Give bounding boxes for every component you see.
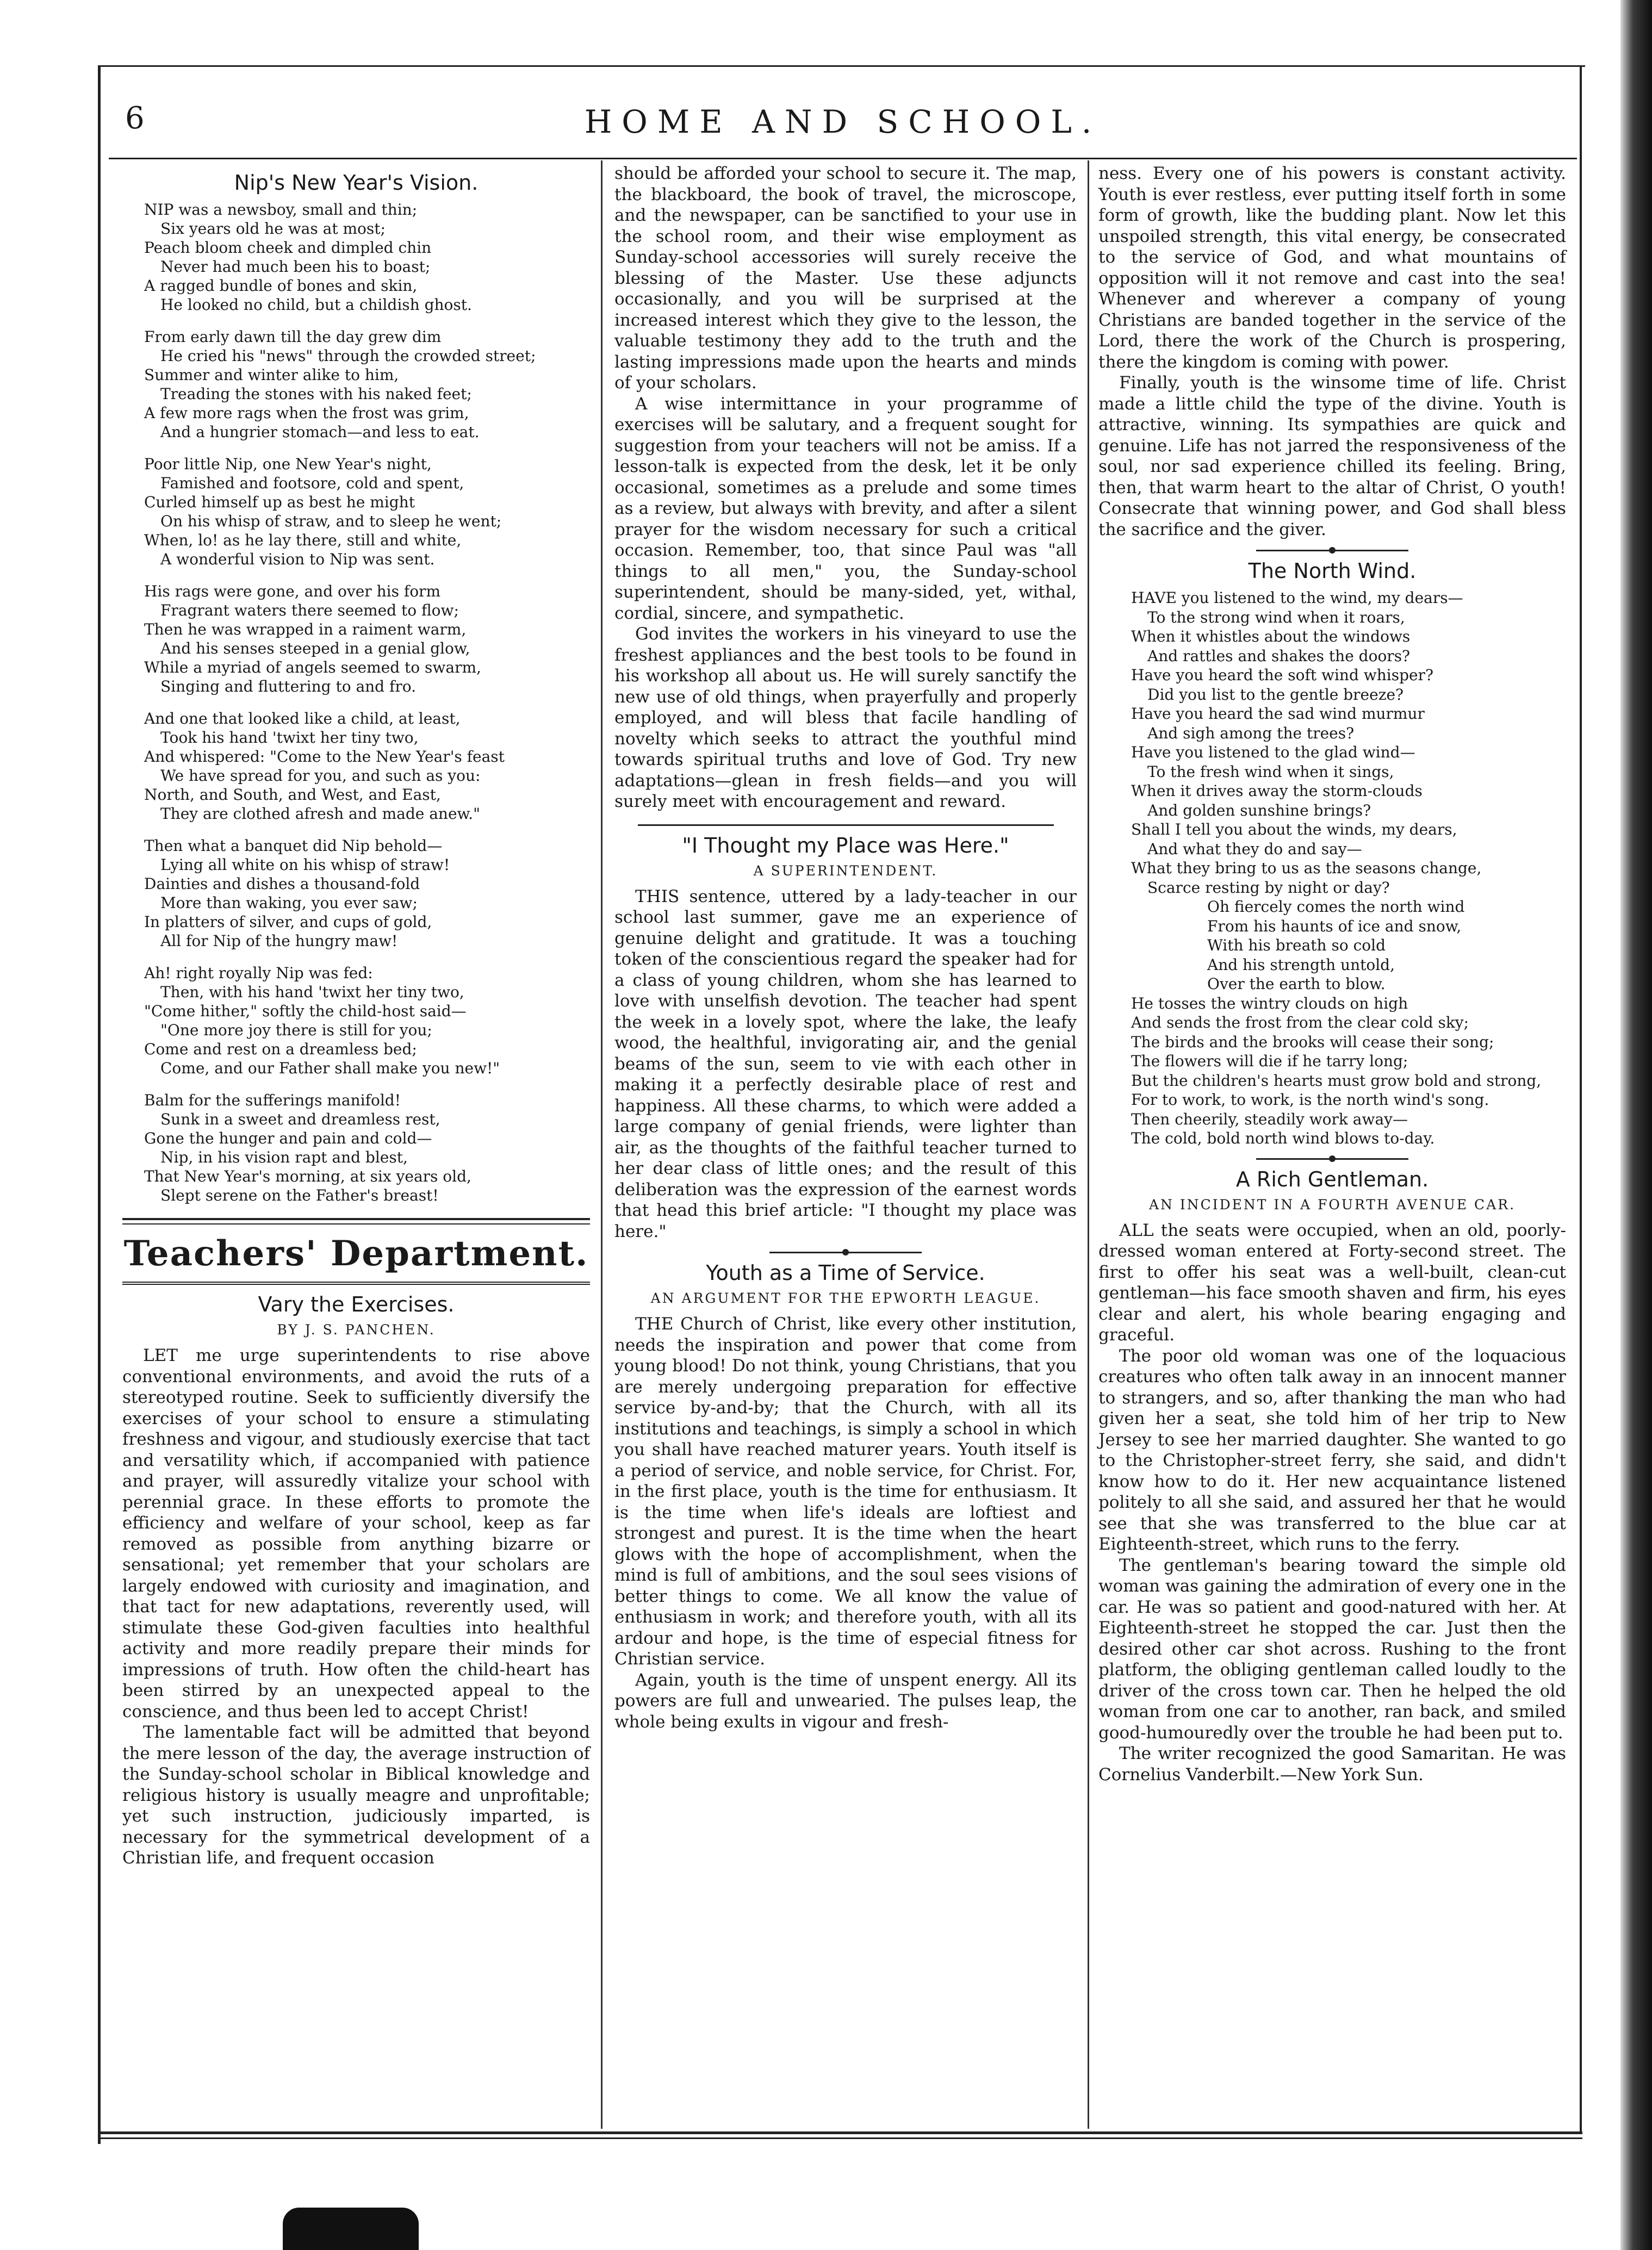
poem-line: Never had much been his to boast; <box>160 258 431 276</box>
poem-title: Nip's New Year's Vision. <box>234 171 479 195</box>
poem-line: Then he was wrapped in a raiment warm, <box>144 620 467 638</box>
article-continuation <box>1098 163 1566 540</box>
paragraph: ALL the seats were occupied, when an old, poorly-dressed woman entered at Forty-second street. The first to offer his seat was a well-built, clean-cut gentleman—his face smooth shaven and firm, his eyes clear and alert, his whole bearing engaging and graceful. <box>1098 1220 1566 1345</box>
poem-line: The cold, bold north wind blows to-day. <box>1131 1129 1435 1147</box>
poem-line: And golden sunshine brings? <box>1147 801 1371 819</box>
article-body <box>614 886 1077 1242</box>
article-byline: AN ARGUMENT FOR THE EPWORTH LEAGUE. <box>650 1290 1041 1306</box>
poem-line: He tosses the wintry clouds on high <box>1131 994 1408 1012</box>
poem-stanza <box>122 964 590 1078</box>
poem-line: Singing and fluttering to and fro. <box>160 678 417 695</box>
poem-line: Oh fiercely comes the north wind <box>1207 898 1465 916</box>
poem-line: Slept serene on the Father's breast! <box>160 1186 439 1204</box>
poem-title: The North Wind. <box>1248 559 1417 583</box>
section-divider <box>1256 1158 1408 1160</box>
scan-edge <box>1620 0 1652 2250</box>
paragraph: The writer recognized the good Samaritan. He was Cornelius Vanderbilt.—New York Sun. <box>1098 1744 1566 1785</box>
paragraph: THIS sentence, uttered by a lady-teacher in our school last summer, gave me an experience of genuine delight and gratitude. It was a touching token of the conscientious regard the speaker had for a class of young children, whom she has learned to love with unselfish devotion. The teacher had spent the week in a lovely spot, where the lake, the leafy wood, the healthful, invigorating air, and the genial beams of the sun, seem to vie with each other in making it a perfectly desirable place of rest and happiness. All these charms, to which were added a large company of genial friends, were lighter than air, as the thoughts of the faithful teacher turned to her dear class of little ones; and the result of this deliberation was the expression of the earnest words that head this brief article: "I thought my place was here." <box>614 886 1077 1241</box>
poem-line: In platters of silver, and cups of gold, <box>144 913 432 931</box>
poem-line: He cried his "news" through the crowded street; <box>160 347 536 365</box>
poem-line: Balm for the sufferings manifold! <box>144 1091 401 1109</box>
poem-line: Have you listened to the glad wind— <box>1131 743 1415 761</box>
poem-stanza <box>122 709 590 823</box>
poem-line: We have spread for you, and such as you: <box>160 767 481 785</box>
poem-line: With his breath so cold <box>1207 936 1386 954</box>
poem-line: A ragged bundle of bones and skin, <box>144 277 418 295</box>
poem-stanza <box>122 200 590 314</box>
column-3 <box>1098 163 1566 1785</box>
poem-line: His rags were gone, and over his form <box>144 582 440 600</box>
poem-line: Come, and our Father shall make you new!" <box>160 1059 500 1077</box>
department-rule-lower <box>122 1282 590 1285</box>
poem-line: They are clothed afresh and made anew." <box>160 805 480 823</box>
poem-line: And one that looked like a child, at least, <box>144 710 461 728</box>
poem-line: The birds and the brooks will cease their song; <box>1131 1033 1494 1051</box>
article-title: "I Thought my Place was Here." <box>682 833 1009 857</box>
poem-line: Poor little Nip, one New Year's night, <box>144 455 432 473</box>
poem-line: Curled himself up as best he might <box>144 493 415 511</box>
poem-line: A few more rags when the frost was grim, <box>144 404 469 422</box>
poem-line: More than waking, you ever saw; <box>160 894 418 912</box>
poem-line: From his haunts of ice and snow, <box>1207 917 1462 935</box>
poem-line: Treading the stones with his naked feet; <box>160 385 472 403</box>
article-body <box>614 1314 1077 1732</box>
poem-line: Sunk in a sweet and dreamless rest, <box>160 1110 440 1128</box>
poem-line: HAVE you listened to the wind, my dears— <box>1131 589 1463 607</box>
poem-line: And a hungrier stomach—and less to eat. <box>160 423 480 441</box>
poem-line: Come and rest on a dreamless bed; <box>144 1040 417 1058</box>
paper-title: HOME AND SCHOOL. <box>584 103 1102 140</box>
poem-line: Summer and winter alike to him, <box>144 366 399 384</box>
poem-line: While a myriad of angels seemed to swarm, <box>144 658 481 676</box>
poem-line: Then what a banquet did Nip behold— <box>144 837 443 855</box>
poem-line: And sends the frost from the clear cold sky; <box>1131 1014 1469 1031</box>
poem-line: And rattles and shakes the doors? <box>1147 647 1411 665</box>
poem-line: Scarce resting by night or day? <box>1147 878 1390 897</box>
scan-blot <box>283 2208 419 2250</box>
poem-line: He looked no child, but a childish ghost. <box>160 296 472 314</box>
poem-line: "One more joy there is still for you; <box>160 1021 432 1039</box>
paragraph: The poor old woman was one of the loquacious creatures who often talk away in an innocent manner to strangers, and so, after thanking the man who had given her a seat, she told him of her trip to New Jersey to see her married daughter. She wanted to go to the Christopher-street ferry, she said, and didn't know how to do it. Her new acquaintance listened politely to all she said, and assured her that he would see that she was transferred to the blue car at Eighteenth-street, which runs to the ferry. <box>1098 1346 1566 1554</box>
poem-line: To the strong wind when it roars, <box>1147 608 1405 626</box>
poem-line: Then cheerily, steadily work away— <box>1131 1110 1408 1128</box>
poem-line: When it whistles about the windows <box>1131 627 1411 645</box>
poem-line: And sigh among the trees? <box>1147 724 1355 742</box>
poem-line: And what they do and say— <box>1147 840 1362 858</box>
article-title: A Rich Gentleman. <box>1235 1167 1429 1191</box>
section-divider <box>769 1252 922 1253</box>
column-2 <box>614 163 1077 1732</box>
poem-stanza <box>122 836 590 950</box>
poem-stanza <box>122 582 590 696</box>
section-divider <box>1256 550 1408 551</box>
poem-line: Peach bloom cheek and dimpled chin <box>144 239 432 257</box>
poem-north-wind <box>1098 588 1566 1148</box>
poem-line: On his whisp of straw, and to sleep he went; <box>160 512 502 530</box>
poem-line: Nip, in his vision rapt and blest, <box>160 1148 408 1166</box>
article-continuation <box>614 163 1077 812</box>
poem-line: That New Year's morning, at six years old, <box>144 1167 471 1185</box>
poem-line: Shall I tell you about the winds, my dears, <box>1131 821 1457 838</box>
poem-nips-vision <box>122 200 590 1205</box>
poem-line: "Come hither," softly the child-host said— <box>144 1002 467 1020</box>
department-heading: Teachers' Department. <box>123 1233 589 1274</box>
paragraph: The lamentable fact will be admitted that beyond the mere lesson of the day, the average instruction of the Sunday-school scholar in Biblical knowledge and religious history is usually meagre and unprofitable; yet such instruction, judiciously imparted, is necessary for the symmetrical development of a Christian life, and frequent occasion <box>122 1723 590 1868</box>
paragraph: ness. Every one of his powers is constant activity. Youth is ever restless, ever putting itself forth in some form of growth, like the budding plant. Now let this unspoiled strength, this vital energy, be consecrated to the service of God, and what mountains of opposition will it not remove and cast into the sea! Whenever and wherever a company of young Christians are banded together in the service of the Lord, there the work of the Church is prospering, there the kingdom is coming with power. <box>1098 164 1566 372</box>
poem-line: NIP was a newsboy, small and thin; <box>144 201 418 219</box>
poem-line: For to work, to work, is the north wind's song. <box>1131 1091 1489 1109</box>
page-right-rule <box>1580 65 1582 2131</box>
paragraph: LET me urge superintendents to rise above conventional environments, and avoid the ruts of a stereotyped routine. Seek to sufficiently diversify the exercises of your school to ensure a stimulating freshness and vigour, and studiously exercise that tact and versatility which, if accompanied with patience and prayer, will assuredly vitalize your school with perennial grace. In these efforts to promote the efficiency and welfare of your school, keep as far removed as possible from anything bizarre or sensational; yet remember that your scholars are largely endowed with curiosity and imagination, and that tact for new adaptations, reverently used, will stimulate these God-given faculties into healthful activity and more readily prepare their minds for impressions of truth. How often the child-heart has been stirred by an unexpected appeal to the conscience, and thus been led to accept Christ! <box>122 1346 590 1721</box>
department-rule <box>122 1218 590 1225</box>
paragraph: should be afforded your school to secure it. The map, the blackboard, the book of travel, the microscope, and the newspaper, can be sanctified to your use in the school room, and their wise employment as Sunday-school accessories will surely receive the blessing of the Master. Use these adjuncts occasionally, and you will be surprised at the increased interest which they give to the lesson, the valuable testimony they add to the truth and the lasting impressions made upon the hearts and minds of your scholars. <box>614 164 1077 393</box>
poem-line: The flowers will die if he tarry long; <box>1131 1052 1408 1070</box>
paragraph: Again, youth is the time of unspent energy. All its powers are full and unwearied. The pulses leap, the whole being exults in vigour and fresh- <box>614 1670 1077 1732</box>
article-body <box>122 1345 590 1869</box>
paragraph: Finally, youth is the winsome time of life. Christ made a little child the type of the divine. Youth is attractive, winning. Its sympathies are quick and genuine. Life has not jarred the responsiveness of the soul, nor sad experience chilled its feeling. Bring, then, that warm heart to the altar of Christ, O youth! Consecrate that winning power, and God shall bless the sacrifice and the giver. <box>1098 373 1566 539</box>
article-title: Vary the Exercises. <box>258 1292 455 1316</box>
page-bottom-rule <box>98 2131 1582 2139</box>
poem-line: A wonderful vision to Nip was sent. <box>160 550 435 568</box>
poem-line: Lying all white on his whisp of straw! <box>160 856 450 874</box>
poem-line: When, lo! as he lay there, still and white, <box>144 531 462 549</box>
poem-line: Then, with his hand 'twixt her tiny two, <box>160 983 464 1001</box>
poem-line: Have you heard the sad wind murmur <box>1131 705 1425 723</box>
poem-line: Fragrant waters there seemed to flow; <box>160 601 459 619</box>
poem-line: Took his hand 'twixt her tiny two, <box>160 729 419 747</box>
poem-stanza <box>122 327 590 442</box>
paragraph: A wise intermittance in your programme of exercises will be salutary, and a frequent sought for suggestion from your teachers will not be amiss. If a lesson-talk is expected from the desk, let it be only occasional, sometimes as a prelude and some times as a review, but always with brevity, and after a silent prayer for the wisdom necessary for such a critical occasion. Remember, too, that since Paul was "all things to all men," you, the Sunday-school superintendent, should be many-sided, yet, withal, cordial, sincere, and sympathetic. <box>614 394 1077 623</box>
poem-line: When it drives away the storm-clouds <box>1131 782 1423 800</box>
column-rule-2 <box>1088 160 1089 2129</box>
paragraph: The gentleman's bearing toward the simple old woman was gaining the admiration of every one in the car. He was so patient and good-natured with her. At Eighteenth-street he stopped the car. Just then the desired other car shot across. Rushing to the front platform, the obliging gentleman called loudly to the driver of the cross town car. Then he helped the old woman from one car to another, ran back, and smiled good-humouredly over the trouble he had been put to. <box>1098 1555 1566 1743</box>
poem-line: What they bring to us as the seasons change, <box>1131 859 1482 877</box>
poem-line: All for Nip of the hungry maw! <box>160 932 398 950</box>
poem-line: Dainties and dishes a thousand-fold <box>144 875 420 893</box>
poem-line: Over the earth to blow. <box>1207 975 1386 993</box>
article-byline: A SUPERINTENDENT. <box>753 862 938 879</box>
column-rule-1 <box>601 160 603 2129</box>
page-number: 6 <box>125 101 145 136</box>
article-title: Youth as a Time of Service. <box>706 1261 985 1285</box>
poem-line: Famished and footsore, cold and spent, <box>160 474 464 492</box>
article-body <box>1098 1220 1566 1786</box>
column-1 <box>122 163 590 1869</box>
page-header <box>109 90 1577 150</box>
poem-line: North, and South, and West, and East, <box>144 786 441 804</box>
poem-line: But the children's hearts must grow bold and strong, <box>1131 1071 1542 1090</box>
header-rule <box>109 158 1577 159</box>
poem-line: And his strength untold, <box>1207 955 1395 974</box>
poem-line: And whispered: "Come to the New Year's feast <box>144 748 505 766</box>
article-byline: BY J. S. PANCHEN. <box>277 1322 436 1338</box>
poem-line: Have you heard the soft wind whisper? <box>1131 666 1434 684</box>
poem-line: Did you list to the gentle breeze? <box>1147 685 1404 704</box>
section-divider <box>638 824 1054 826</box>
poem-line: Ah! right royally Nip was fed: <box>144 964 373 982</box>
poem-line: From early dawn till the day grew dim <box>144 328 442 346</box>
poem-line: And his senses steeped in a genial glow, <box>160 639 470 657</box>
article-byline: AN INCIDENT IN A FOURTH AVENUE CAR. <box>1148 1196 1516 1213</box>
poem-line: Six years old he was at most; <box>160 220 386 238</box>
poem-line: Gone the hunger and pain and cold— <box>144 1129 432 1147</box>
poem-stanza <box>122 1091 590 1205</box>
paragraph: God invites the workers in his vineyard to use the freshest appliances and the best tools to be found in his workshop all about us. He will surely sanctify the new use of old things, when prayerfully and properly employed, and will bless that facile handling of novelty which seeks to attract the youthful mind towards spiritual truths and love of God. Try new adaptations—glean in fresh fields—and you will surely meet with encouragement and reward. <box>614 624 1077 811</box>
poem-line: To the fresh wind when it sings, <box>1147 762 1394 781</box>
paragraph: THE Church of Christ, like every other institution, needs the inspiration and power that come from young blood! Do not think, young Christians, that you are merely undergoing preparation for effective service by-and-by; that the Church, with all its institutions and teachings, is simply a school in which you shall have reached maturer years. Youth itself is a period of service, and noble service, for Christ. For, in the first place, youth is the time for enthusiasm. It is the time when life's ideals are loftiest and strongest and purest. It is the time when the heart glows with the hope of accomplishment, when the mind is full of ambitions, and the soul sees visions of better things to come. We all know the value of enthusiasm in work; and therefore youth, with all its ardour and hope, is the time of especial fitness for Christian service. <box>614 1314 1077 1669</box>
poem-stanza <box>122 455 590 569</box>
